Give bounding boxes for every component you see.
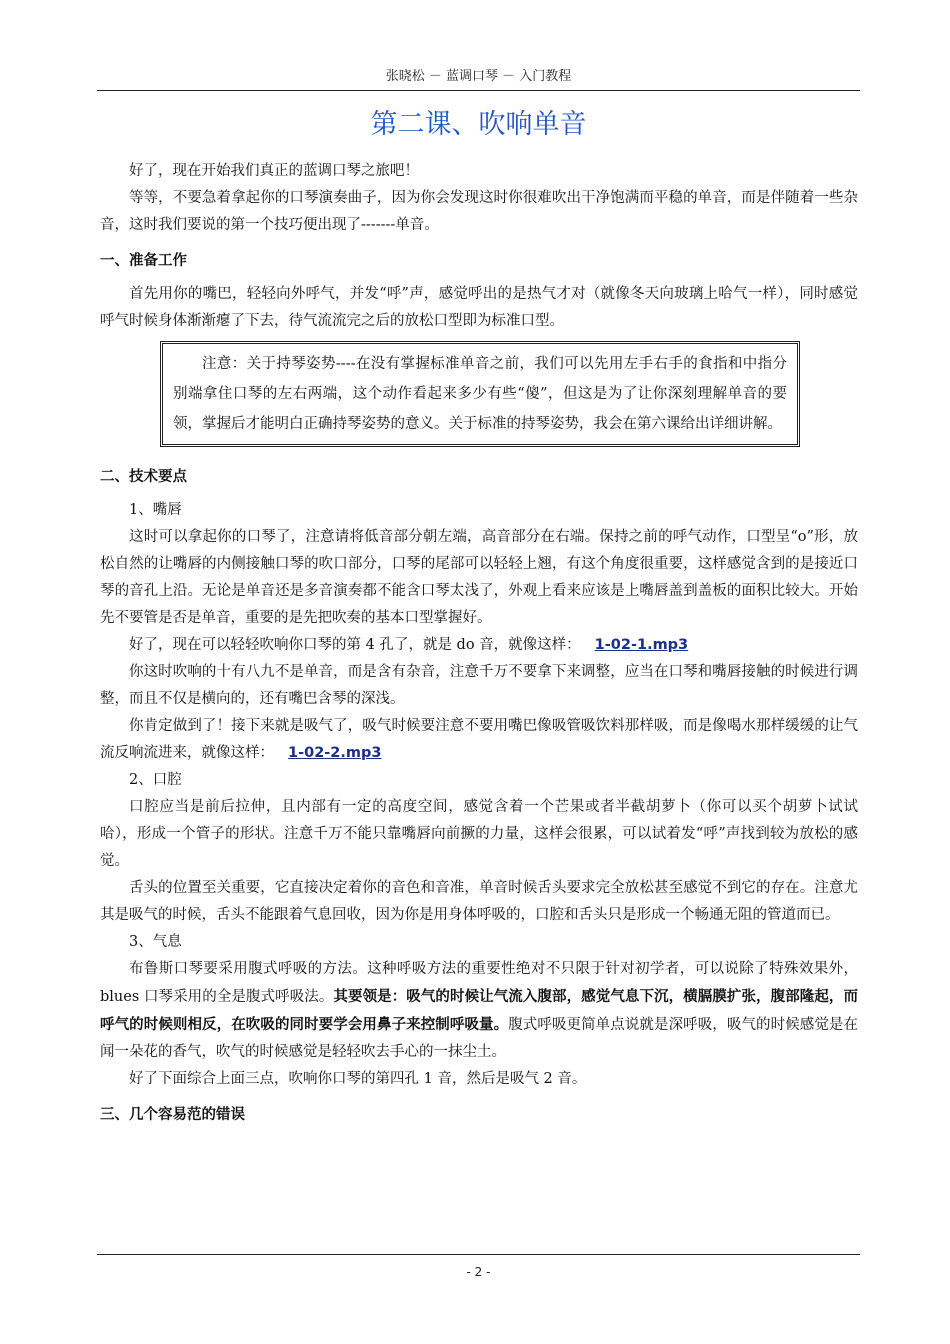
mouth-paragraph-1: 口腔应当是前后拉伸，且内部有一定的高度空间，感觉含着一个芒果或者半截胡萝卜（你可以买个胡萝卜试试哈），形成一个管子的形状。注意千万不能只靠嘴唇向前撅的力量，这样会很累，可以试着发“呼”声找到较为放松的感觉。 <box>100 799 858 869</box>
breath-paragraph-1 <box>100 956 858 1066</box>
breath-text-bold: 其要领是：吸气的时候让气流入腹部，感觉气息下沉，横膈膜扩张，腹部隆起，而呼气的时候则相反，在吹吸的同时要学会用鼻子来控制呼吸量。 <box>100 988 858 1033</box>
page-header: 张晓松 － 蓝调口琴 － 入门教程 <box>97 68 860 91</box>
page-number: - 2 - <box>466 1265 491 1279</box>
lips-paragraph-2-text: 好了，现在可以轻轻吹响你口琴的第 4 孔了，就是 do 音，就像这样： <box>129 637 581 653</box>
breath-text-a: 布鲁斯口琴要采用腹式呼吸的方法。这种呼吸方法的重要性绝对不只限于针对初学者，可以说除了特殊效果外，blues 口琴采用的全是腹式呼吸法。 <box>100 961 858 1005</box>
note-box <box>160 341 800 447</box>
intro-paragraph-1: 好了，现在开始我们真正的蓝调口琴之旅吧！ <box>129 163 419 179</box>
note-text: 注意：关于持琴姿势----在没有掌握标准单音之前，我们可以先用左手右手的食指和中指分别端拿住口琴的左右两端，这个动作看起来多少有些“傻”，但这是为了让你深刻理解单音的要领，掌握后才能明白正确持琴姿势的意义。关于标准的持琴姿势，我会在第六课给出详细讲解。 <box>173 356 787 432</box>
subheading-mouth: 2、口腔 <box>129 772 182 788</box>
lips-paragraph-1: 这时可以拿起你的口琴了，注意请将低音部分朝左端，高音部分在右端。保持之前的呼气动作，口型呈“o”形，放松自然的让嘴唇的内侧接触口琴的吹口部分，口琴的尾部可以轻轻上翘，有这个角度很重要，这样感觉含到的是接近口琴的音孔上沿。无论是单音还是多音演奏都不能含口琴太浅了，外观上看来应该是上嘴唇盖到盖板的面积比较大。开始先不要管是否是单音，重要的是先把吹奏的基本口型掌握好。 <box>100 529 858 626</box>
lesson-content <box>100 158 858 1129</box>
preparation-paragraph: 首先用你的嘴巴，轻轻向外呼气，并发“呼”声，感觉呼出的是热气才对（就像冬天向玻璃上哈气一样），同时感觉呼气时候身体渐渐瘪了下去，待气流流完之后的放松口型即为标准口型。 <box>100 286 858 329</box>
section-heading-preparation: 一、准备工作 <box>100 253 187 269</box>
section-heading-technique: 二、技术要点 <box>100 469 187 485</box>
subheading-lips: 1、嘴唇 <box>129 502 182 518</box>
audio-link-1[interactable]: 1-02-1.mp3 <box>594 637 689 653</box>
lesson-title: 第二课、吹响单音 <box>370 109 587 140</box>
lips-paragraph-2 <box>100 632 858 659</box>
lips-paragraph-4 <box>100 713 858 767</box>
lips-paragraph-3: 你这时吹响的十有八九不是单音，而是含有杂音，注意千万不要拿下来调整，应当在口琴和嘴唇接触的时候进行调整，而且不仅是横向的，还有嘴巴含琴的深浅。 <box>100 664 858 707</box>
audio-link-2[interactable]: 1-02-2.mp3 <box>288 745 382 761</box>
lips-paragraph-4-text: 你肯定做到了！接下来就是吸气了，吸气时候要注意不要用嘴巴像吸管吸饮料那样吸，而是像喝水那样缓缓的让气流反响流进来，就像这样： <box>100 718 858 761</box>
breath-paragraph-2: 好了下面综合上面三点，吹响你口琴的第四孔 1 音，然后是吸气 2 音。 <box>129 1071 587 1087</box>
page-footer <box>97 1254 860 1279</box>
breath-text-c: 腹式呼吸更简单点说就是深呼吸，吸气的时候感觉是在闻一朵花的香气，吹气的时候感觉是轻轻吹去手心的一抹尘土。 <box>100 1017 859 1060</box>
mouth-paragraph-2: 舌头的位置至关重要，它直接决定着你的音色和音准，单音时候舌头要求完全放松甚至感觉不到它的存在。注意尤其是吸气的时候，舌头不能跟着气息回收，因为你是用身体呼吸的，口腔和舌头只是形成一个畅通无阻的管道而已。 <box>100 880 858 923</box>
subheading-breath: 3、气息 <box>129 934 182 950</box>
intro-paragraph-2: 等等，不要急着拿起你的口琴演奏曲子，因为你会发现这时你很难吹出干净饱满而平稳的单音，而是伴随着一些杂音，这时我们要说的第一个技巧便出现了-------单音。 <box>100 190 858 233</box>
section-heading-mistakes: 三、几个容易范的错误 <box>100 1107 245 1123</box>
